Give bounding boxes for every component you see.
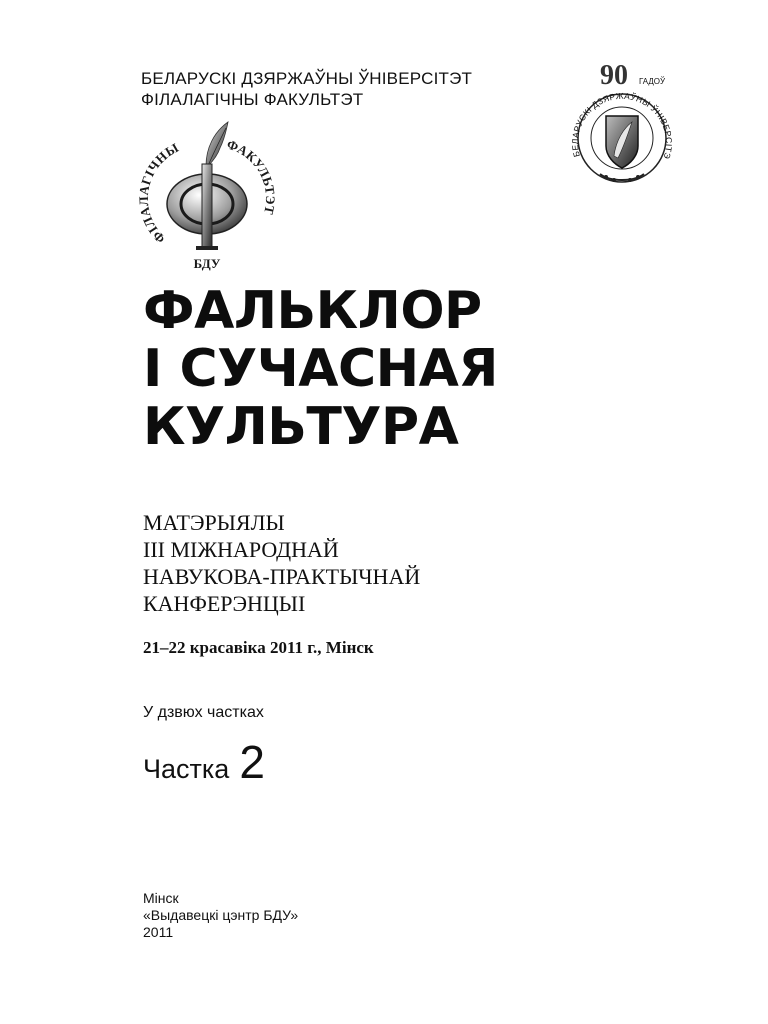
subtitle-line-4: КАНФЕРЭНЦЫІ	[143, 591, 306, 616]
emblem-bottom-text: БДУ	[193, 256, 221, 271]
imprint-city: Мінск	[143, 890, 179, 906]
emblem-ring-right: ФАКУЛЬТЭТ	[225, 136, 278, 217]
publisher-imprint	[143, 890, 298, 941]
subtitle-line-2: ІІІ МІЖНАРОДНАЙ	[143, 537, 339, 562]
conference-subtitle	[143, 509, 420, 617]
university-header	[141, 68, 472, 110]
part-indicator	[143, 735, 265, 789]
imprint-year: 2011	[143, 924, 174, 940]
book-title	[143, 282, 498, 456]
faculty-name: ФІЛАЛАГІЧНЫ ФАКУЛЬТЭТ	[141, 90, 364, 109]
emblem-ring-left: ФІЛАЛАГІЧНЫ	[136, 139, 182, 247]
title-line-3: КУЛЬТУРА	[143, 397, 459, 457]
imprint-publisher: «Выдавецкі цэнтр БДУ»	[143, 907, 299, 923]
seal-years-word: ГАДОЎ	[638, 77, 666, 86]
subtitle-line-1: МАТЭРЫЯЛЫ	[143, 510, 285, 535]
parts-note: У дзвюх частках	[143, 704, 264, 721]
faculty-emblem-icon	[136, 118, 278, 274]
subtitle-line-3: НАВУКОВА-ПРАКТЫЧНАЙ	[143, 564, 421, 589]
part-number: 2	[239, 736, 265, 788]
university-name: БЕЛАРУСКІ ДЗЯРЖАЎНЫ ЎНІВЕРСІТЭТ	[141, 69, 473, 88]
philology-faculty-emblem	[136, 118, 278, 274]
title-line-2: І СУЧАСНАЯ	[143, 339, 498, 399]
seal-number: 90	[600, 60, 628, 91]
part-label: Частка	[143, 754, 230, 784]
bsu-90-years-seal	[566, 60, 678, 190]
anniversary-seal-icon	[566, 60, 678, 190]
title-line-1: ФАЛЬКЛОР	[143, 281, 482, 341]
seal-ring-text: БЕЛАРУСКІ ДЗЯРЖАЎНЫ ЎНІВЕРСІТЭ	[569, 90, 675, 161]
conference-date: 21–22 красавіка 2011 г., Мінск	[143, 638, 374, 657]
